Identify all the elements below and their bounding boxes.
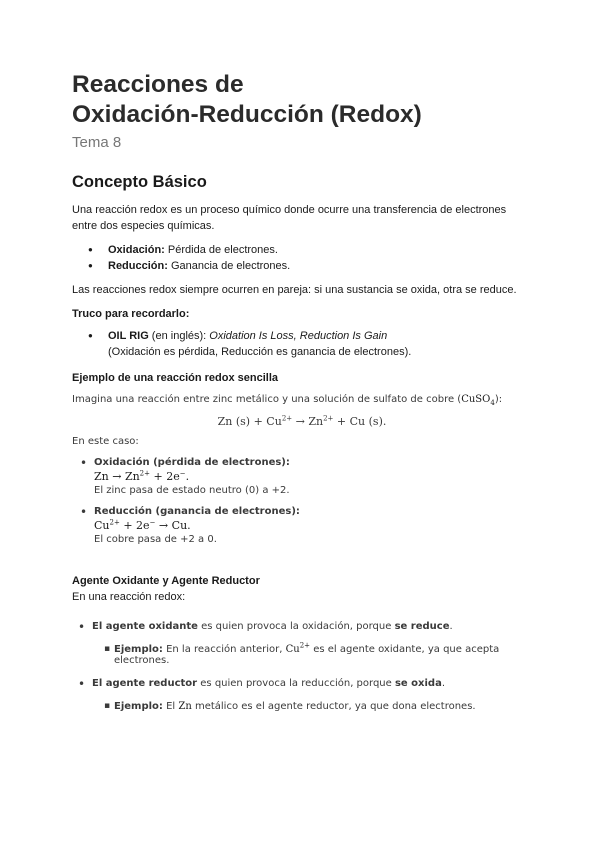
example-ion: Zn	[178, 701, 192, 712]
concepto-pairs: Las reacciones redox siempre ocurren en pareja: si una sustancia se oxida, otra se reduce.	[72, 284, 517, 296]
truco-list	[72, 328, 532, 360]
eq-rhs-sup: 2+	[323, 414, 334, 423]
agentes-intro: En una reacción redox:	[72, 591, 186, 603]
ejemplo-heading: Ejemplo de una reacción redox sencilla	[72, 372, 279, 384]
list-item-reductor-example	[72, 701, 532, 712]
ejemplo-block	[72, 394, 532, 545]
ejemplo-intro-text: Imagina una reacción entre zinc metálico y una solución de sulfato de cobre (	[72, 394, 462, 405]
list-item-oxidacion	[72, 457, 532, 496]
section-heading-concepto: Concepto Básico	[72, 173, 207, 191]
reaction-part: Zn → Zn	[94, 470, 140, 483]
example-label: Ejemplo:	[114, 644, 163, 655]
definition: Pérdida de electrones.	[164, 244, 278, 256]
reaction-part: Cu	[94, 519, 110, 532]
list-item-reduccion	[72, 506, 532, 545]
formula-cuso4	[461, 394, 495, 405]
concepto-intro: Una reacción redox es un proceso químico donde ocurre una transferencia de electrones entre dos especies químicas.	[72, 204, 507, 232]
eq-rhs: Zn	[308, 415, 324, 428]
oxidacion-reaction	[94, 470, 532, 483]
mnemonic-text: Oxidation Is Loss, Reduction Is Gain	[209, 330, 388, 342]
example-ion-sup: 2+	[299, 641, 311, 650]
document-title	[72, 70, 532, 130]
oxidacion-note: El zinc pasa de estado neutro (0) a +2.	[94, 485, 290, 496]
reaction-sup: 2+	[109, 518, 120, 527]
list-item-oxidante	[72, 621, 532, 632]
concepto-list	[72, 242, 532, 274]
example-end: metálico es el agente reductor, ya que dona electrones.	[191, 701, 476, 712]
reaction-end: .	[185, 470, 190, 483]
document-page	[72, 70, 532, 712]
reduccion-note: El cobre pasa de +2 a 0.	[94, 534, 217, 545]
list-item-oxidante-example	[72, 641, 532, 666]
eq-rhs-end: + Cu (s).	[333, 415, 387, 428]
mnemonic-term: OIL RIG	[108, 330, 149, 342]
truco-heading: Truco para recordarlo:	[72, 308, 190, 320]
list-item	[72, 328, 532, 360]
reduccion-reaction	[94, 519, 532, 532]
agent-end: .	[449, 621, 453, 632]
example-end: es el agente oxidante, ya que acepta electrones.	[114, 644, 500, 666]
list-item	[72, 242, 532, 258]
reaction-sup: −	[179, 469, 186, 478]
agent-text: es quien provoca la reducción, porque	[197, 678, 395, 689]
agentes-heading: Agente Oxidante y Agente Reductor	[72, 575, 260, 587]
reaction-sup: −	[149, 518, 156, 527]
term-oxidacion: Oxidación:	[108, 244, 165, 256]
ejemplo-intro	[72, 394, 532, 405]
agent-text: es quien provoca la oxidación, porque	[197, 621, 395, 632]
formula-text: CuSO	[461, 394, 491, 405]
eq-lhs: Zn (s) + Cu	[217, 415, 282, 428]
reaction-end: → Cu.	[155, 519, 191, 532]
formula-subscript: 4	[490, 399, 495, 407]
reduccion-title: • Reducción (ganancia de electrones):	[94, 506, 300, 517]
oxidacion-title: • Oxidación (pérdida de electrones):	[94, 457, 290, 468]
document-subtitle: Tema 8	[72, 134, 122, 151]
list-item-reductor	[72, 678, 532, 689]
reaction-part: + 2e	[119, 519, 150, 532]
agent-bold: se oxida	[394, 678, 442, 689]
reaction-sup: 2+	[139, 469, 150, 478]
eq-lhs-sup: 2+	[281, 414, 293, 423]
mnemonic-translation: (Oxidación es pérdida, Reducción es ganancia de electrones).	[108, 346, 412, 358]
list-item	[72, 258, 532, 274]
reaction-part: + 2e	[150, 470, 180, 483]
agent-end: .	[441, 678, 446, 689]
title-line-2: Oxidación-Reducción (Redox)	[72, 101, 422, 128]
example-text: En la reacción anterior,	[162, 644, 286, 655]
main-equation	[72, 415, 532, 428]
ejemplo-intro-end: ):	[494, 394, 503, 405]
agent-term: El agente reductor	[92, 678, 198, 689]
agent-bold: se reduce	[394, 621, 450, 632]
example-label: Ejemplo:	[114, 701, 163, 712]
example-text: El	[162, 701, 179, 712]
agent-term: El agente oxidante	[92, 621, 198, 632]
agentes-list	[72, 621, 532, 712]
eq-arrow: →	[292, 415, 309, 428]
definition: Ganancia de electrones.	[167, 260, 291, 272]
mnemonic-lang: (en inglés):	[148, 330, 210, 342]
title-line-1: Reacciones de	[72, 71, 244, 98]
example-ion: Cu	[285, 644, 300, 655]
term-reduccion: Reducción:	[108, 260, 168, 272]
ejemplo-case: En este caso:	[72, 436, 139, 447]
